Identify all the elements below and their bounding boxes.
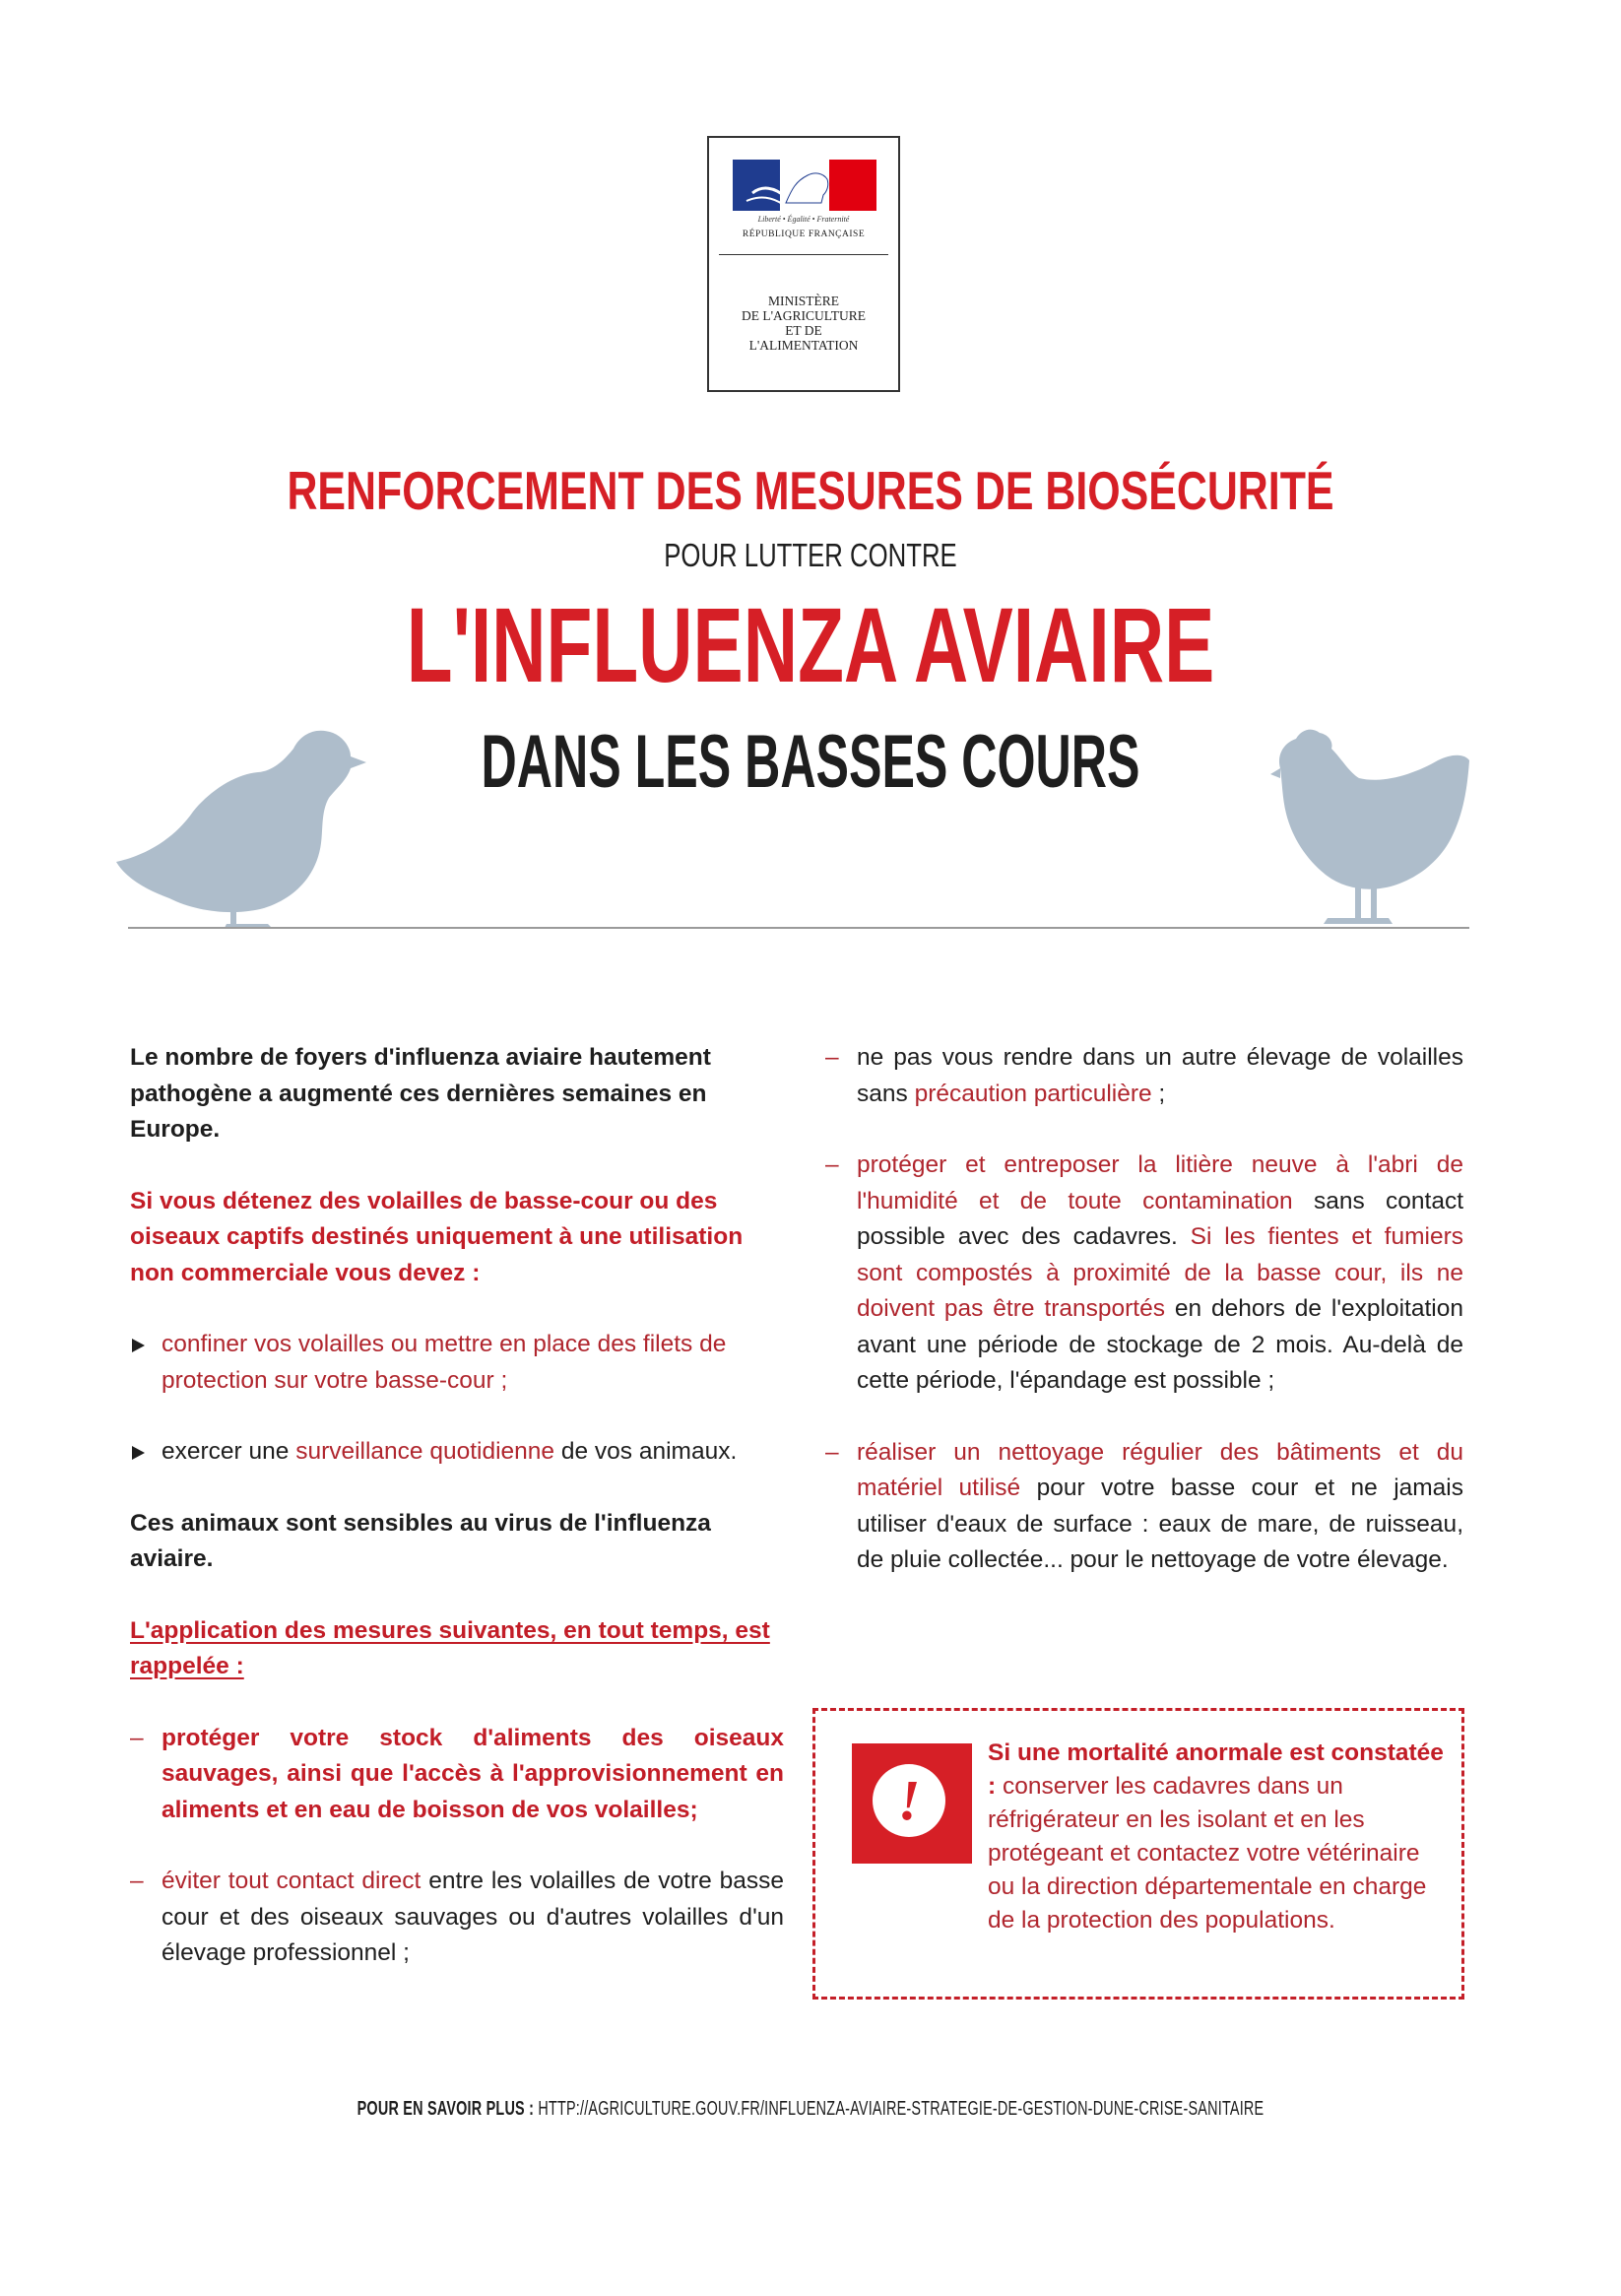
measure-cleaning — [825, 1435, 1463, 1579]
bullet-surveillance-text-pre: exercer une — [162, 1438, 296, 1465]
bullet-surveillance-text-red: surveillance quotidienne — [295, 1438, 555, 1465]
bullet-confine — [130, 1327, 784, 1399]
measure-feed-stock — [130, 1721, 784, 1829]
measure-feed-stock-text: protéger votre stock d'aliments des oiseaux sauvages, ainsi que l'accès à l'approvisionnement en aliments et en eau de boisson de vos volailles; — [162, 1724, 784, 1823]
intro-paragraph: Le nombre de foyers d'influenza aviaire hautement pathogène a augmenté ces dernières semaines en Europe. — [130, 1044, 711, 1143]
birds-illustration — [0, 689, 1621, 936]
ministry-line-1: MINISTÈRE — [768, 294, 839, 308]
alert-body: conserver les cadavres dans un réfrigérateur en les isolant et en les protégeant et contactez votre vétérinaire ou la direction départementale en charge de la protection des populations. — [988, 1773, 1427, 1934]
government-logo — [707, 136, 900, 392]
dash-marker: – — [130, 1868, 144, 1894]
triangle-bullet-icon — [132, 1446, 145, 1460]
measure-litter-red-1: protéger et entreposer la litière neuve à l'abri de l'humidité et de toute contamination — [857, 1151, 1463, 1214]
measure-cleaning-text: pour votre basse cour et ne jamais utiliser d'eaux de surface : eaux de mare, de ruisseau, de pluie collectée... pour le nettoyage de votre élevage. — [857, 1475, 1463, 1573]
measure-litter-post: en dehors de l'exploitation avant une période de stockage de 2 mois. Au-delà de cette période, l'épandage est possible ; — [857, 1295, 1463, 1394]
measure-litter-red-2: Si les fientes et fumiers sont compostés à proximité de la basse cour, ils ne doivent pas être transportés — [857, 1223, 1463, 1322]
ministry-name — [709, 294, 898, 353]
marianne-flag-icon — [733, 160, 876, 211]
bullet-confine-text: confiner vos volailles ou mettre en place des filets de protection sur votre basse-cour ; — [162, 1331, 727, 1394]
duck-silhouette-icon — [116, 731, 366, 928]
title-influenza: L'INFLUENZA AVIAIRE — [406, 585, 1215, 704]
dash-marker: – — [130, 1724, 144, 1751]
dash-marker: – — [825, 1044, 839, 1071]
ministry-line-3: ET DE — [785, 323, 822, 338]
measure-avoid-contact-text: entre les volailles de votre basse cour et des oiseaux sauvages ou d'autres volailles d'un élevage professionnel ; — [162, 1868, 784, 1966]
footer-url[interactable]: HTTP://AGRICULTURE.GOUV.FR/INFLUENZA-AVIAIRE-STRATEGIE-DE-GESTION-DUNE-CRISE-SANITAIRE — [534, 2098, 1264, 2120]
exclamation-icon: ! — [873, 1764, 945, 1837]
footer-label: POUR EN SAVOIR PLUS : — [357, 2098, 535, 2120]
ministry-line-4: L'ALIMENTATION — [748, 338, 859, 353]
ground-line — [128, 927, 1469, 929]
logo-divider — [719, 254, 888, 255]
measure-no-visit-pre: ne pas vous rendre dans un autre élevage de volailles sans — [857, 1044, 1463, 1107]
bullet-surveillance — [130, 1434, 784, 1471]
ministry-line-2: DE L'AGRICULTURE — [741, 308, 867, 323]
measure-no-visit-red: précaution particulière — [914, 1080, 1152, 1107]
measure-litter-mid: sans contact possible avec des cadavres. — [857, 1187, 1464, 1250]
alert-text — [988, 1737, 1451, 1937]
title-subtitle: POUR LUTTER CONTRE — [664, 537, 957, 573]
measure-cleaning-red: réaliser un nettoyage régulier des bâtiments et du matériel utilisé — [857, 1438, 1463, 1501]
triangle-bullet-icon — [132, 1339, 145, 1352]
measure-no-visit — [825, 1040, 1463, 1112]
right-column — [825, 1040, 1463, 1579]
title-biosecurity: RENFORCEMENT DES MESURES DE BIOSÉCURITÉ — [287, 460, 1334, 521]
measure-avoid-contact-red: éviter tout contact direct — [162, 1868, 421, 1894]
condition-paragraph: Si vous détenez des volailles de basse-cour ou des oiseaux captifs destinés uniquement à une utilisation non commerciale vous devez : — [130, 1187, 744, 1286]
measure-avoid-contact — [130, 1864, 784, 1972]
application-heading: L'application des mesures suivantes, en tout temps, est rappelée : — [130, 1616, 770, 1679]
measure-no-visit-post: ; — [1151, 1080, 1166, 1107]
footer-more-info — [227, 2098, 1394, 2121]
alert-bold: Si une mortalité anormale est constatée : — [988, 1739, 1444, 1800]
republic-name: RÉPUBLIQUE FRANÇAISE — [742, 230, 866, 239]
hen-silhouette-icon — [1270, 730, 1469, 924]
dash-marker: – — [825, 1151, 839, 1178]
mortality-alert-box — [812, 1708, 1464, 2000]
title-backyards: DANS LES BASSES COURS — [481, 720, 1140, 804]
left-column — [130, 1040, 784, 1972]
dash-marker: – — [825, 1438, 839, 1466]
sensitive-paragraph: Ces animaux sont sensibles au virus de l'influenza aviaire. — [130, 1509, 711, 1572]
measure-litter — [825, 1148, 1463, 1400]
warning-badge — [852, 1743, 972, 1864]
bullet-surveillance-text-post: de vos animaux. — [554, 1438, 738, 1465]
republic-motto: Liberté • Égalité • Fraternité — [757, 215, 850, 224]
